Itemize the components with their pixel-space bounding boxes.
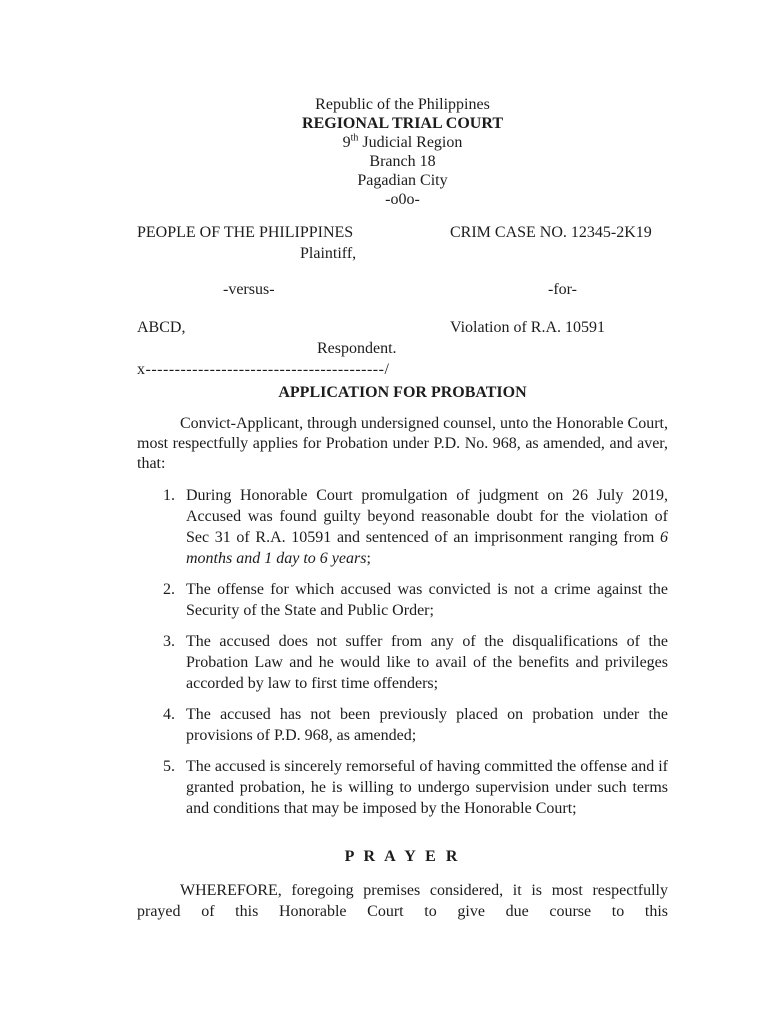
list-item [137,485,668,569]
item-text: The accused does not suffer from any of the disqualifications of the Probation Law and he would like to avail of the benefits and privileges accorded by law to first time offenders; [186,633,668,692]
region-number: 9 [342,134,351,151]
item-number: 2. [163,581,175,598]
header-judicial-region [137,133,668,152]
intro-paragraph: Convict-Applicant, through undersigned counsel, unto the Honorable Court, most respectfully applies for Probation under P.D. No. 968, as amended, and aver, that: [137,415,668,472]
plaintiff-role: Plaintiff, [300,245,357,262]
region-rest: Judicial Region [358,134,463,151]
item-text: The accused is sincerely remorseful of having committed the offense and if granted probation, he is willing to undergo supervision under such terms and conditions that may be imposed by the Honorable Court; [186,758,668,817]
case-caption [137,222,668,380]
header-ornament: -o0o- [385,191,420,208]
region-ordinal-suffix: th [350,132,359,144]
item-text: The accused has not been previously placed on probation under the provisions of P.D. 968, as amended; [186,706,668,744]
caption-row-plaintiff-role [137,243,668,264]
item-text-post: ; [366,550,371,567]
allegations-list [137,485,668,819]
header-republic: Republic of the Philippines [315,96,490,113]
caption-row-respondent [137,317,668,338]
versus-label: -versus- [223,281,275,298]
caption-row-parties [137,222,668,243]
item-number: 3. [163,633,175,650]
plaintiff-name: PEOPLE OF THE PHILIPPINES [137,224,354,241]
respondent-name: ABCD, [137,319,186,336]
item-number: 1. [163,487,175,504]
list-item [137,704,668,746]
list-item [137,631,668,694]
respondent-role: Respondent. [317,340,397,357]
prayer-heading: P R A Y E R [344,848,461,865]
item-text-pre: During Honorable Court promulgation of judgment on 26 July 2019, Accused was found guilty beyond reasonable doubt for the violation of Sec 31 of R.A. 10591 and sentenced of an imprisonment ranging from [186,487,668,546]
court-header [137,95,668,209]
header-city: Pagadian City [357,172,448,189]
case-number: CRIM CASE NO. 12345-2K19 [450,224,652,241]
list-item [137,756,668,819]
item-text [186,487,668,567]
list-item [137,579,668,621]
prayer-paragraph: WHEREFORE, foregoing premises considered, it is most respectfully prayed of this Honorable Court to give due course to this [137,882,668,920]
document-title: APPLICATION FOR PROBATION [278,384,527,401]
document-content [137,95,668,922]
item-text-italic: 6 months and 1 day to 6 years [186,529,668,567]
item-text: The offense for which accused was convicted is not a crime against the Security of the State and Public Order; [186,581,668,619]
item-number: 5. [163,758,175,775]
header-branch: Branch 18 [369,153,436,170]
violation-label: Violation of R.A. 10591 [450,319,606,336]
header-court-name: REGIONAL TRIAL COURT [302,115,503,132]
caption-row-respondent-role [137,338,668,359]
caption-row-versus [137,279,668,300]
for-label: -for- [548,281,577,298]
item-number: 4. [163,706,175,723]
caption-separator-line: x-----------------------------------------/ [137,361,390,378]
